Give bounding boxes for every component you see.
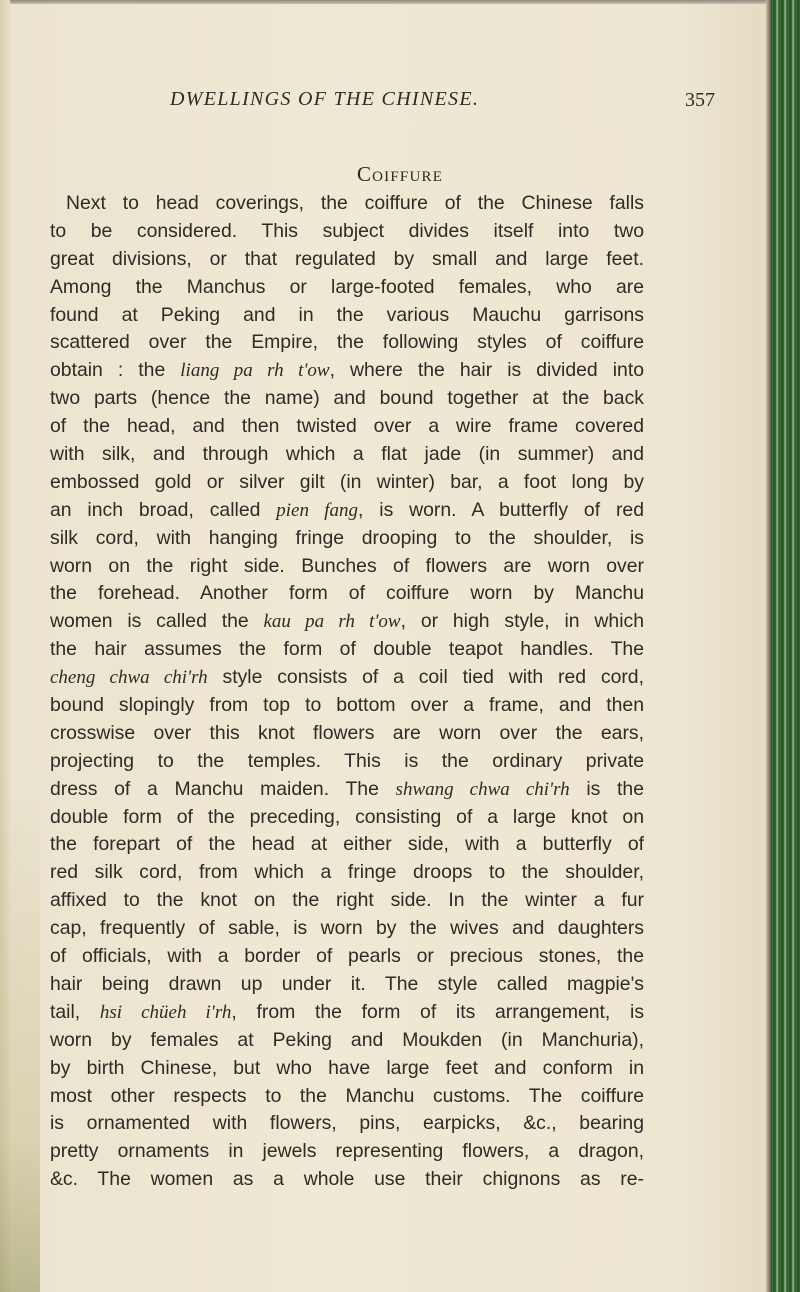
text-segment: pretty ornaments in jewels representing flowers, a dragon, <box>50 1140 644 1163</box>
text-line <box>50 943 644 971</box>
text-line <box>50 1055 644 1083</box>
italic-term: hsi chüeh i'rh <box>99 1001 232 1023</box>
text-segment: bound slopingly from top to bottom over a frame, and then <box>50 694 644 717</box>
running-head: DWELLINGS OF THE CHINESE. <box>170 88 480 110</box>
text-segment: embossed gold or silver gilt (in winter) bar, a foot long by <box>50 470 644 493</box>
page-stain <box>0 772 40 1292</box>
text-segment: , or high style, in which <box>400 610 644 633</box>
text-line <box>50 804 644 832</box>
text-segment: the hair assumes the form of double teapot handles. The <box>50 638 644 661</box>
text-segment: two parts (hence the name) and bound together at the back <box>50 387 644 410</box>
text-line <box>50 831 644 859</box>
text-line <box>50 218 644 246</box>
text-segment: projecting to the temples. This is the ordinary private <box>50 749 644 772</box>
book-binding-edge <box>766 0 800 1292</box>
text-segment: to be considered. This subject divides itself into two <box>50 219 644 242</box>
text-line <box>50 302 644 330</box>
text-line <box>50 1166 644 1194</box>
text-segment: the forepart of the head at either side, with a butterfly of <box>50 833 644 856</box>
text-segment: red silk cord, from which a fringe droops to the shoulder, <box>50 861 644 884</box>
text-line <box>50 636 644 664</box>
text-line <box>50 441 644 469</box>
text-segment: , where the hair is divided into <box>329 359 644 382</box>
text-segment: silk cord, with hanging fringe drooping to the shoulder, is <box>50 526 644 549</box>
text-segment: &c. The women as a whole use their chignons as re- <box>50 1168 644 1191</box>
text-line <box>50 190 644 218</box>
text-segment: of the head, and then twisted over a wire frame covered <box>50 415 644 438</box>
italic-term: kau pa rh t'ow <box>263 611 401 633</box>
text-line <box>50 887 644 915</box>
text-segment: style consists of a coil tied with red cord, <box>207 666 644 689</box>
text-line <box>50 915 644 943</box>
text-segment: obtain : the <box>50 359 181 382</box>
text-line <box>50 1027 644 1055</box>
text-line <box>50 664 644 692</box>
text-line <box>50 971 644 999</box>
italic-term: cheng chwa chi'rh <box>50 667 208 689</box>
text-line <box>50 274 644 302</box>
text-segment: women is called the <box>50 610 264 633</box>
text-segment: worn on the right side. Bunches of flowers are worn over <box>50 554 644 577</box>
page-header <box>170 88 715 120</box>
page-top-edge <box>0 0 770 4</box>
text-segment: worn by females at Peking and Moukden (in Manchuria), <box>50 1028 644 1051</box>
text-segment: Next to head coverings, the coiffure of the Chinese falls <box>66 192 644 214</box>
text-segment: , is worn. A butterfly of red <box>358 498 644 521</box>
text-segment: scattered over the Empire, the following styles of coiffure <box>50 331 644 354</box>
text-segment: most other respects to the Manchu customs. The coiffure <box>50 1084 644 1107</box>
text-line <box>50 776 644 804</box>
italic-term: shwang chwa chi'rh <box>395 778 570 800</box>
text-line <box>50 497 644 525</box>
text-segment: with silk, and through which a flat jade (in summer) and <box>50 443 644 466</box>
text-line <box>50 357 644 385</box>
text-line <box>50 859 644 887</box>
text-line <box>50 1138 644 1166</box>
text-line <box>50 469 644 497</box>
text-segment: by birth Chinese, but who have large feet and conform in <box>50 1056 644 1079</box>
text-segment: the forehead. Another form of coiffure worn by Manchu <box>50 582 644 605</box>
section-title: Coiffure <box>356 162 444 186</box>
page-number: 357 <box>685 89 715 111</box>
text-segment: , from the form of its arrangement, is <box>231 1000 645 1023</box>
text-line <box>50 1110 644 1138</box>
text-segment: cap, frequently of sable, is worn by the wives and daughters <box>50 917 644 940</box>
text-segment: tail, <box>50 1000 100 1023</box>
text-segment: is ornamented with flowers, pins, earpicks, &c., bearing <box>50 1112 644 1135</box>
body-text <box>50 190 644 1194</box>
text-segment: great divisions, or that regulated by small and large feet. <box>50 247 644 270</box>
text-line <box>50 580 644 608</box>
text-line <box>50 385 644 413</box>
text-segment: crosswise over this knot flowers are worn over the ears, <box>50 721 644 744</box>
text-segment: affixed to the knot on the right side. In the winter a fur <box>50 889 644 912</box>
text-line <box>50 999 644 1027</box>
text-line <box>50 329 644 357</box>
text-line <box>50 1083 644 1111</box>
text-line <box>50 748 644 776</box>
text-line <box>50 692 644 720</box>
text-line <box>50 720 644 748</box>
text-segment: of officials, with a border of pearls or precious stones, the <box>50 945 644 968</box>
italic-term: liang pa rh t'ow <box>180 360 330 382</box>
text-segment: Among the Manchus or large-footed females, who are <box>50 275 644 298</box>
text-line <box>50 553 644 581</box>
text-segment: hair being drawn up under it. The style called magpie's <box>50 972 644 995</box>
italic-term: pien fang <box>276 499 358 521</box>
text-segment: an inch broad, called <box>50 498 277 521</box>
text-line <box>50 246 644 274</box>
text-line <box>50 413 644 441</box>
text-segment: found at Peking and in the various Mauchu garrisons <box>50 303 644 326</box>
text-segment: dress of a Manchu maiden. The <box>50 777 396 800</box>
text-line <box>50 608 644 636</box>
text-segment: double form of the preceding, consisting of a large knot on <box>50 805 644 828</box>
text-line <box>50 525 644 553</box>
text-segment: is the <box>569 777 644 800</box>
